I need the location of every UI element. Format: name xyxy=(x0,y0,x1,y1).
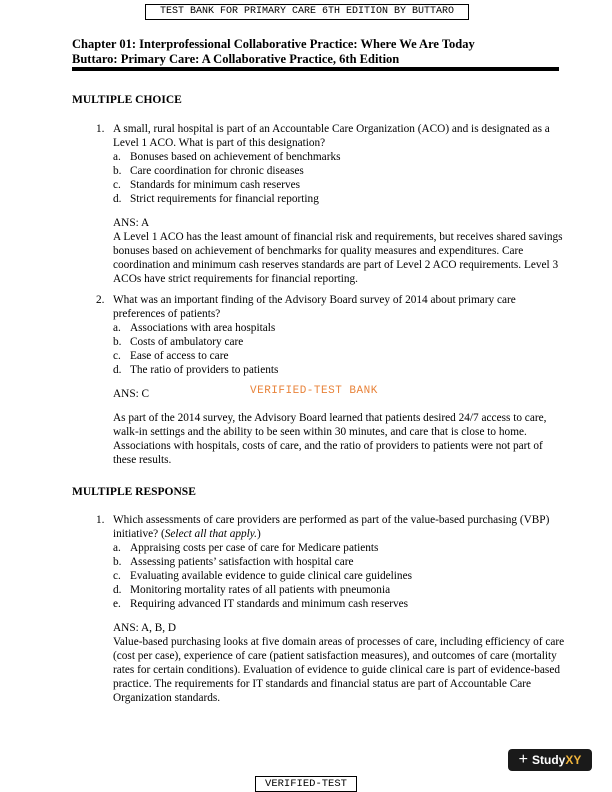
rationale: A Level 1 ACO has the least amount of financial risk and requirements, but receives shared savings bonuses based on achievement of benchmarks for quality measures and expenditures. Care coordination and minimum cash reserves standards are part of Level 2 ACO requirements. Level 3 ACOs have strict requirements for financial reporting. xyxy=(113,231,563,285)
chapter-title: Chapter 01: Interprofessional Collaborative Practice: Where We Are Today xyxy=(72,37,475,51)
question-stem: A small, rural hospital is part of an Accountable Care Organization (ACO) and is designated as a Level 1 ACO. What is part of this designation? xyxy=(113,123,550,149)
title-rule xyxy=(72,67,559,71)
question-stem: Which assessments of care providers are performed as part of the value-based purchasing (VBP) initiative? (Select all that apply.) xyxy=(113,514,550,540)
question-mr-1 xyxy=(96,513,566,705)
option-item: b. Care coordination for chronic diseases xyxy=(113,165,304,177)
option-item: d. The ratio of providers to patients xyxy=(113,364,279,376)
rationale: Value-based purchasing looks at five domain areas of processes of care, including efficiency of care (cost per case), experience of care (patient satisfaction measures), and outcomes of care (mortality rates for certain conditions). Evaluation of evidence to guide clinical care is part of evidence-based practice. The requirements for IT standards and financial status are part of Accountable Care Organization standards. xyxy=(113,636,565,704)
question-number: 1. xyxy=(96,514,105,526)
option-list xyxy=(96,541,566,611)
option-item: a. Appraising costs per case of care for Medicare patients xyxy=(113,542,379,554)
answer-key: ANS: A xyxy=(113,217,150,229)
studyxy-badge[interactable] xyxy=(508,749,592,771)
option-item: c. Standards for minimum cash reserves xyxy=(113,179,301,191)
question-number: 2. xyxy=(96,294,105,306)
option-item: c. Evaluating available evidence to guide clinical care guidelines xyxy=(113,570,412,582)
option-item: a. Associations with area hospitals xyxy=(113,322,276,334)
question-mc-2 xyxy=(96,293,566,467)
option-item: c. Ease of access to care xyxy=(113,350,229,362)
plus-icon: + xyxy=(518,751,528,768)
option-item: b. Assessing patients’ satisfaction with hospital care xyxy=(113,556,354,568)
page-title xyxy=(72,37,475,67)
section-multiple-response: MULTIPLE RESPONSE xyxy=(72,486,196,498)
question-number: 1. xyxy=(96,123,105,135)
option-item: e. Requiring advanced IT standards and minimum cash reserves xyxy=(113,598,409,610)
question-mc-1 xyxy=(96,122,566,286)
footer-banner: VERIFIED-TEST xyxy=(255,776,357,792)
question-stem: What was an important finding of the Advisory Board survey of 2014 about primary care preferences of patients? xyxy=(113,294,516,320)
rationale: As part of the 2014 survey, the Advisory Board learned that patients desired 24/7 access to care, walk-in settings and the ability to be seen within 30 minutes, and care that is close to home. Associations with hospitals, costs of care, and the ratio of providers to patients were not part of these results. xyxy=(113,412,547,466)
book-title: Buttaro: Primary Care: A Collaborative Practice, 6th Edition xyxy=(72,52,400,66)
option-item: b. Costs of ambulatory care xyxy=(113,336,244,348)
option-item: d. Monitoring mortality rates of all patients with pneumonia xyxy=(113,584,391,596)
answer-key: ANS: A, B, D xyxy=(113,622,177,634)
option-item: d. Strict requirements for financial reporting xyxy=(113,193,319,205)
badge-label: StudyXY xyxy=(531,753,582,767)
answer-key: ANS: C xyxy=(113,388,150,400)
option-list xyxy=(96,321,566,377)
option-list xyxy=(96,150,566,206)
section-multiple-choice: MULTIPLE CHOICE xyxy=(72,94,182,106)
option-item: a. Bonuses based on achievement of benchmarks xyxy=(113,151,341,163)
header-banner: TEST BANK FOR PRIMARY CARE 6TH EDITION BY BUTTARO xyxy=(145,4,469,20)
verified-watermark: VERIFIED-TEST BANK xyxy=(250,385,378,397)
